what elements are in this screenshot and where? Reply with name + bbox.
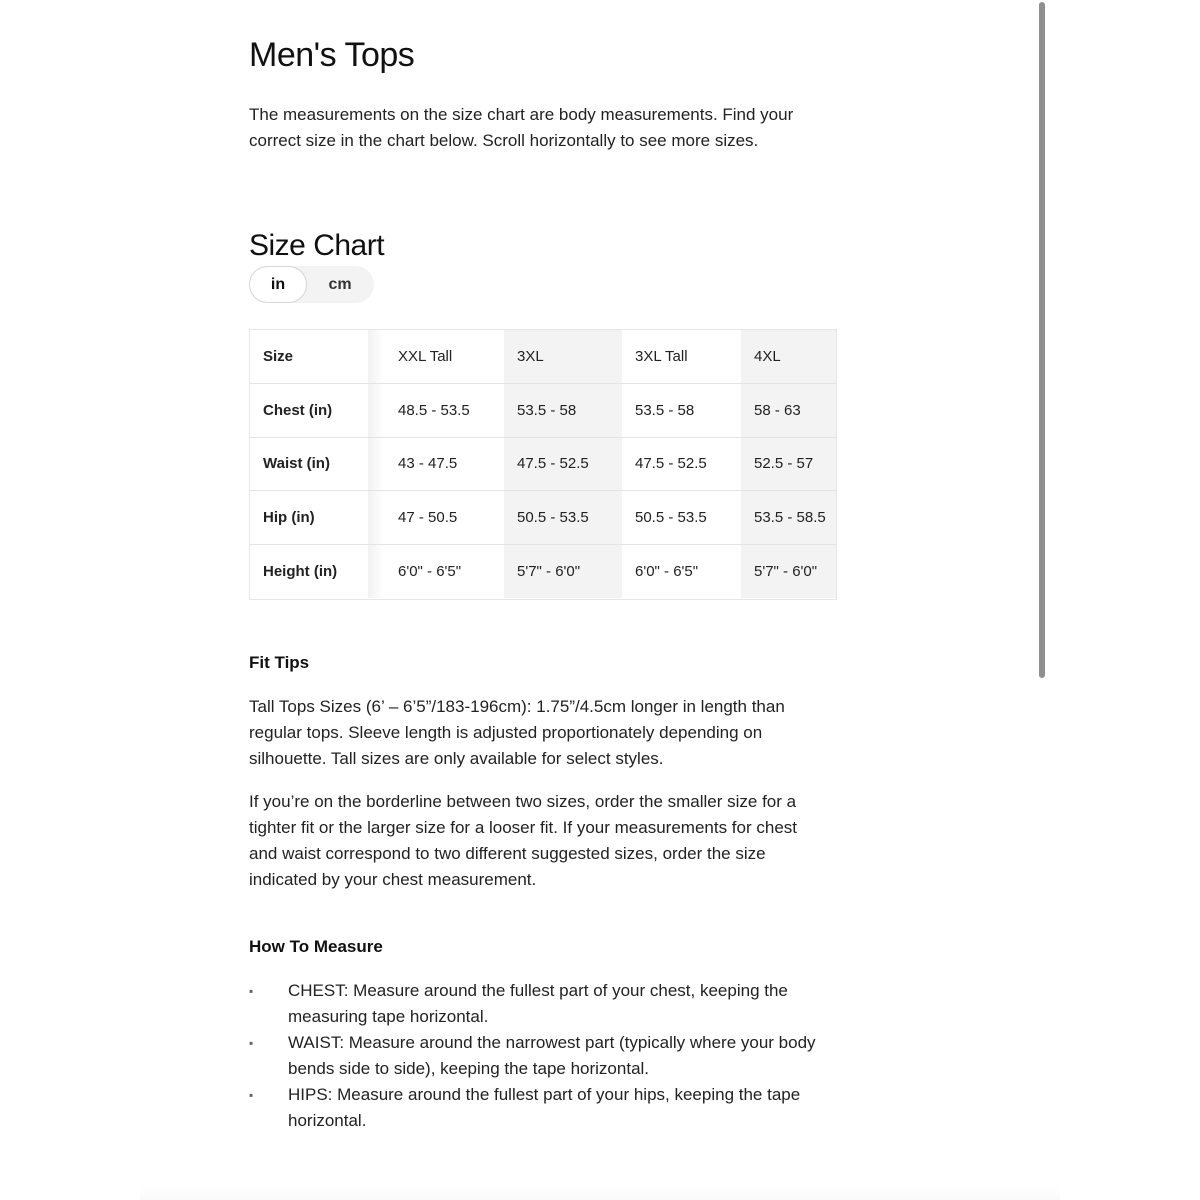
table-cell: 52.5 - 57 xyxy=(741,437,837,491)
table-cell: 43 - 47.5 xyxy=(385,437,504,491)
size-table-scroll-container[interactable] xyxy=(249,329,837,600)
measure-list xyxy=(249,978,829,1134)
column-header: 3XL xyxy=(504,330,622,384)
table-cell: 6'0" - 6'5" xyxy=(622,544,741,598)
table-cell: 53.5 - 58 xyxy=(622,384,741,438)
size-chart-title: Size Chart xyxy=(249,229,385,262)
table-cell: 58 - 63 xyxy=(741,384,837,438)
table-header-row xyxy=(250,330,837,384)
fit-tips-paragraph: Tall Tops Sizes (6’ – 6’5”/183-196cm): 1.75”/4.5cm longer in length than regular tops. Sleeve length is adjusted proportionately depending on silhouette. Tall sizes are only available for select styles. xyxy=(249,697,785,768)
bullet-icon: ▪ xyxy=(249,1036,254,1050)
table-cell: 53.5 - 58.5 xyxy=(741,491,837,545)
row-label: Hip (in) xyxy=(250,491,368,545)
table-cell: 47 - 50.5 xyxy=(385,491,504,545)
list-item xyxy=(249,1030,829,1082)
page-title: Men's Tops xyxy=(249,36,415,74)
row-label: Waist (in) xyxy=(250,437,368,491)
bullet-icon: ▪ xyxy=(249,984,254,998)
intro-text: The measurements on the size chart are body measurements. Find your correct size in the chart below. Scroll horizontally to see more sizes. xyxy=(249,105,794,150)
column-header: 3XL Tall xyxy=(622,330,741,384)
fit-tips-paragraph: If you’re on the borderline between two sizes, order the smaller size for a tighter fit or the larger size for a looser fit. If your measurements for chest and waist correspond to two different suggested sizes, order the size indicated by your chest measurement. xyxy=(249,792,798,889)
header-size-label: Size xyxy=(250,330,368,384)
list-item xyxy=(249,978,829,1030)
column-header: 4XL xyxy=(741,330,837,384)
table-row xyxy=(250,384,837,438)
bullet-icon: ▪ xyxy=(249,1088,254,1102)
table-cell: 5'7" - 6'0" xyxy=(504,544,622,598)
unit-toggle xyxy=(249,266,374,303)
list-item-text: CHEST: Measure around the fullest part of your chest, keeping the measuring tape horizontal. xyxy=(288,981,788,1026)
table-cell: 5'7" - 6'0" xyxy=(741,544,837,598)
table-cell: 47.5 - 52.5 xyxy=(622,437,741,491)
table-cell: 48.5 - 53.5 xyxy=(385,384,504,438)
row-label: Chest (in) xyxy=(250,384,368,438)
bottom-edge xyxy=(140,1186,1060,1200)
table-row xyxy=(250,491,837,545)
fit-tips-heading: Fit Tips xyxy=(249,653,310,672)
size-table xyxy=(250,330,837,598)
table-row xyxy=(250,544,837,598)
vertical-scrollbar[interactable] xyxy=(1039,2,1045,678)
unit-in-button[interactable]: in xyxy=(249,266,307,303)
table-cell: 47.5 - 52.5 xyxy=(504,437,622,491)
row-label: Height (in) xyxy=(250,544,368,598)
table-row xyxy=(250,437,837,491)
table-cell: 50.5 - 53.5 xyxy=(504,491,622,545)
table-cell: 6'0" - 6'5" xyxy=(385,544,504,598)
list-item xyxy=(249,1082,829,1134)
list-item-text: WAIST: Measure around the narrowest part (typically where your body bends side to side), keeping the tape horizontal. xyxy=(288,1033,816,1078)
table-cell: 50.5 - 53.5 xyxy=(622,491,741,545)
unit-cm-button[interactable]: cm xyxy=(328,276,352,293)
table-cell: 53.5 - 58 xyxy=(504,384,622,438)
how-to-measure-heading: How To Measure xyxy=(249,937,383,956)
column-header: XXL Tall xyxy=(385,330,504,384)
list-item-text: HIPS: Measure around the fullest part of your hips, keeping the tape horizontal. xyxy=(288,1085,801,1130)
